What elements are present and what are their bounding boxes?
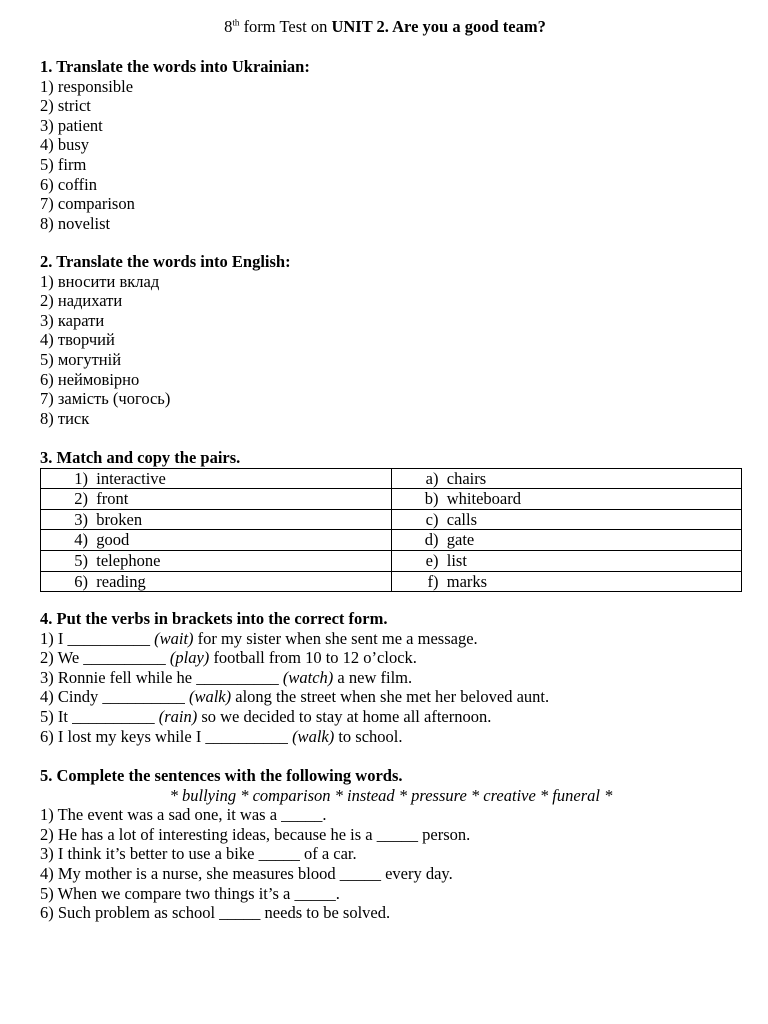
list-item: 8) novelist xyxy=(40,213,111,233)
section-heading: 3. Match and copy the pairs. xyxy=(40,448,241,467)
right-cell: e) list xyxy=(391,550,742,571)
table-row xyxy=(41,509,742,530)
title-grade-rest: form Test on xyxy=(239,17,332,36)
list-item: 4) Cindy __________ (walk) along the street when she met her beloved aunt. xyxy=(40,687,550,707)
list-item: 7) замість (чогось) xyxy=(40,389,171,409)
verb-hint: (rain) xyxy=(158,706,198,726)
verb-hint: (walk) xyxy=(188,687,232,707)
list-item: 4) My mother is a nurse, she measures blood _____ every day. xyxy=(40,863,453,883)
verb-hint: (wait) xyxy=(154,628,194,648)
list-item: 3) карати xyxy=(40,310,105,330)
section-heading: 1. Translate the words into Ukrainian: xyxy=(40,57,310,76)
list-item: 5) могутній xyxy=(40,349,122,369)
page-title xyxy=(40,16,730,38)
list-item: 2) We __________ (play) football from 10 to 12 o’clock. xyxy=(40,648,417,668)
section-verb-forms xyxy=(40,609,742,746)
list-item: 1) вносити вклад xyxy=(40,271,160,291)
title-unit: UNIT 2. Are you a good team? xyxy=(331,17,546,36)
list-item: 5) When we compare two things it’s a _____. xyxy=(40,883,340,903)
verb-hint: (watch) xyxy=(282,667,334,687)
list-item: 1) responsible xyxy=(40,76,134,96)
left-cell: 2) front xyxy=(41,489,392,510)
section-heading: 5. Complete the sentences with the following words. xyxy=(40,766,403,785)
list-item: 6) Such problem as school _____ needs to be solved. xyxy=(40,903,391,923)
list-item: 1) The event was a sad one, it was a _____. xyxy=(40,805,327,825)
list-item: 4) busy xyxy=(40,135,90,155)
list-item: 2) надихати xyxy=(40,291,123,311)
list-item: 2) He has a lot of interesting ideas, because he is a _____ person. xyxy=(40,824,471,844)
section-match-pairs xyxy=(40,448,742,592)
right-cell: d) gate xyxy=(391,530,742,551)
table-row xyxy=(41,571,742,592)
table-row xyxy=(41,550,742,571)
list-item: 8) тиск xyxy=(40,408,90,428)
section-heading: 2. Translate the words into English: xyxy=(40,252,291,271)
list-item: 7) comparison xyxy=(40,194,135,214)
verb-hint: (walk) xyxy=(292,726,335,746)
table-row xyxy=(41,530,742,551)
left-cell: 4) good xyxy=(41,530,392,551)
list-item: 3) I think it’s better to use a bike _____ of a car. xyxy=(40,844,357,864)
list-item: 5) It __________ (rain) so we decided to stay at home all afternoon. xyxy=(40,706,492,726)
title-grade-suffix: th xyxy=(232,17,240,28)
title-grade: 8 xyxy=(224,17,233,36)
list-item: 6) coffin xyxy=(40,174,97,194)
section-translate-to-english xyxy=(40,252,742,428)
left-cell: 6) reading xyxy=(41,571,392,592)
right-cell: c) calls xyxy=(391,509,742,530)
verb-hint: (play) xyxy=(169,648,210,668)
left-cell: 1) interactive xyxy=(41,468,392,489)
right-cell: f) marks xyxy=(391,571,742,592)
list-item: 3) patient xyxy=(40,115,103,135)
list-item: 6) неймовірно xyxy=(40,369,140,389)
list-item: 2) strict xyxy=(40,96,91,116)
left-cell: 3) broken xyxy=(41,509,392,530)
list-item: 3) Ronnie fell while he __________ (watch) a new film. xyxy=(40,667,413,687)
right-cell: b) whiteboard xyxy=(391,489,742,510)
list-item: 1) I __________ (wait) for my sister when she sent me a message. xyxy=(40,628,478,648)
right-cell: a) chairs xyxy=(391,468,742,489)
list-item: 6) I lost my keys while I __________ (walk) to school. xyxy=(40,726,403,746)
list-item: 4) творчий xyxy=(40,330,115,350)
table-row xyxy=(41,468,742,489)
pairs-table xyxy=(40,468,742,593)
list-item: 5) firm xyxy=(40,154,87,174)
section-heading: 4. Put the verbs in brackets into the correct form. xyxy=(40,609,388,628)
left-cell: 5) telephone xyxy=(41,550,392,571)
word-bank: * bullying * comparison * instead * pressure * creative * funeral * xyxy=(169,785,613,805)
section-translate-to-ukrainian xyxy=(40,57,742,233)
section-complete-sentences xyxy=(40,766,742,923)
table-row xyxy=(41,489,742,510)
